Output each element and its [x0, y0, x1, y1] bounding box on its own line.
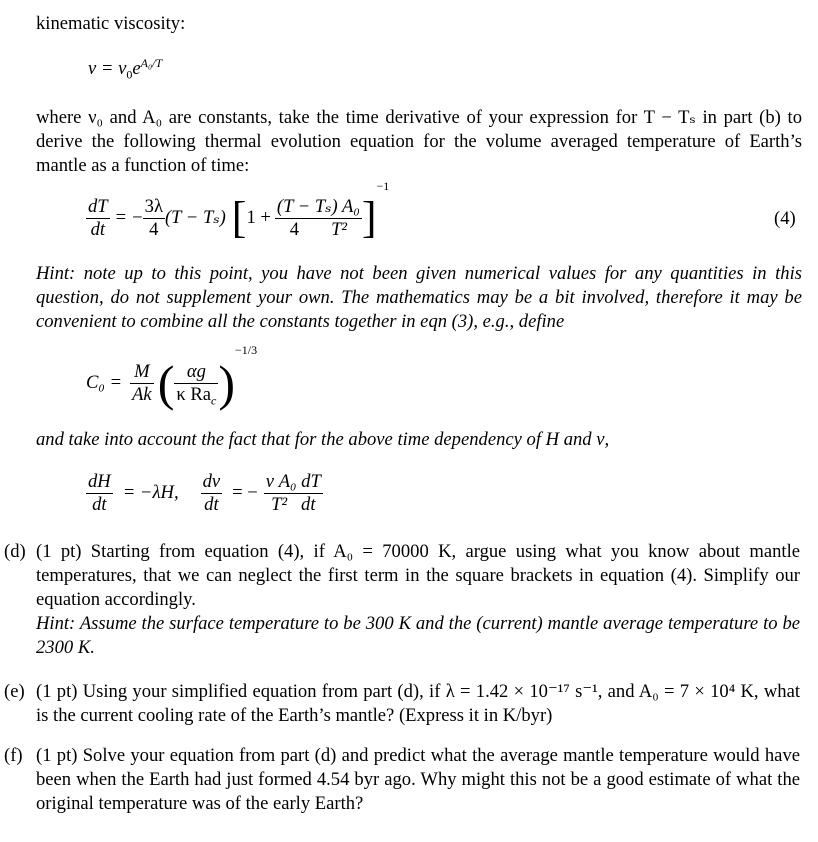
deriv-den3	[264, 493, 323, 516]
part-d-text: (1 pt) Starting from equation (4), if A₀ = 70000 K, argue using what you know about mantle temperatures, that we can neglect the first term in the square brackets in equation (4). Simplify our equation accordingly.	[36, 541, 800, 610]
part-e-text: (1 pt) Using your simplified equation from part (d), if λ = 1.42 × 10⁻¹⁷ s⁻¹, and A₀ = 7 × 10⁴ K, what is the current cooling rate of the Earth’s mantle? (Express it in K/byr)	[36, 681, 800, 726]
eq4-one-plus: 1 +	[246, 207, 271, 228]
part-d-label: (d)	[4, 541, 26, 562]
alpha-g-over-kappa-Ra	[174, 361, 218, 406]
eq4-equals: =	[115, 207, 127, 228]
three-lambda-over-4	[143, 196, 165, 241]
nu-sub: 0	[126, 67, 133, 82]
nu-A0-dT-fraction	[264, 471, 323, 516]
part-f	[2, 744, 804, 816]
right-bracket: ]	[361, 193, 377, 242]
left-bracket: [	[231, 193, 247, 242]
deriv-num3: ν A₀ dT	[265, 470, 321, 492]
eq4-paren: (T − Tₛ)	[164, 207, 226, 228]
part-d-hint: Hint: Assume the surface temperature to be 300 K and the (current) mantle average temperature to be 2300 K.	[36, 613, 800, 658]
deriv-dt2: dt	[201, 493, 223, 516]
inner-fraction	[275, 196, 362, 241]
eq4-four: 4	[143, 218, 165, 241]
deriv-dt1: dt	[86, 493, 113, 516]
paragraph-where: where ν₀ and A₀ are constants, take the time derivative of your expression for T − Tₛ in part (b) to derive the following thermal evolution equation for the volume averaged temperature of Earth’s mantle as a function of time:	[36, 107, 802, 176]
c0-inner-den-sub: c	[211, 393, 217, 408]
eq4-dt: dt	[86, 218, 110, 241]
dH-dt-fraction	[86, 471, 113, 516]
nu-exponent: A₀/T	[140, 55, 163, 70]
deriv-rhs1: = −λH,	[122, 482, 179, 503]
equation-4: $\frac{dT}{dt}$ = − $\frac{3\lambda}{4}$ (T − Tₛ) [ 1 + $\frac{\text{(T − Tₛ) A₀}}{\text{4 T²}}$ ] −1	[88, 179, 390, 242]
part-e-label: (e)	[4, 681, 25, 702]
dnu-dt-fraction	[201, 471, 223, 516]
heading: kinematic viscosity:	[36, 13, 186, 34]
deriv-dH: dH	[88, 470, 111, 492]
nu-e: e	[132, 58, 141, 79]
eq4-dT: dT	[88, 195, 108, 217]
equation-number-4: (4)	[774, 208, 796, 229]
right-paren: )	[218, 355, 236, 411]
c0-lhs: C₀ =	[86, 372, 123, 393]
eq4-inner-den	[275, 218, 362, 241]
deriv-den3-T2: T²	[271, 493, 288, 515]
left-paren: (	[157, 355, 175, 411]
c0-inner-den-text: κ Ra	[176, 383, 212, 405]
deriv-den3-dt: dt	[301, 493, 316, 515]
paragraph-take-into-account: and take into account the fact that for the above time dependency of H and ν,	[36, 429, 610, 450]
eq4-minus: −	[132, 207, 143, 228]
eq4-three-lambda: 3λ	[144, 195, 163, 217]
part-e	[2, 680, 804, 728]
nu-lhs: ν = ν	[88, 58, 127, 79]
deriv-dnu: dν	[202, 470, 221, 492]
part-d	[2, 540, 804, 660]
part-f-text: (1 pt) Solve your equation from part (d) and predict what the average mantle temperature would have been when the Earth had just formed 4.54 byr ago. Why might this not be a good estimate of what the original temperature was of the early Earth?	[36, 745, 800, 814]
c0-inner-num: αg	[186, 360, 206, 382]
viscosity-equation	[88, 55, 163, 82]
eq4-inner-num: (T − Tₛ) A₀	[276, 195, 360, 217]
c0-inner-den	[174, 383, 218, 406]
c0-den: Ak	[132, 383, 152, 405]
part-f-label: (f)	[4, 745, 23, 766]
c0-num: M	[134, 360, 150, 382]
dT-dt-fraction	[86, 196, 110, 241]
M-over-Ak	[130, 361, 154, 406]
c0-equation: C₀ = $\frac{M}{Ak}$ ( $\frac{\alpha g}{\kappa Ra_c}$ ) −1/3	[86, 343, 258, 411]
deriv-rhs2: = −	[232, 482, 258, 503]
eq4-inner-den-T2: T²	[331, 218, 347, 240]
hint-combine-constants: Hint: note up to this point, you have not been given numerical values for any quantities in this question, do not supplement your own. The mathematics may be a bit involved, therefore it may be convenient to combine all the constants together in eqn (3), e.g., define	[36, 263, 802, 332]
eq4-inner-den-4: 4	[289, 218, 300, 240]
derivative-equations	[86, 466, 323, 520]
